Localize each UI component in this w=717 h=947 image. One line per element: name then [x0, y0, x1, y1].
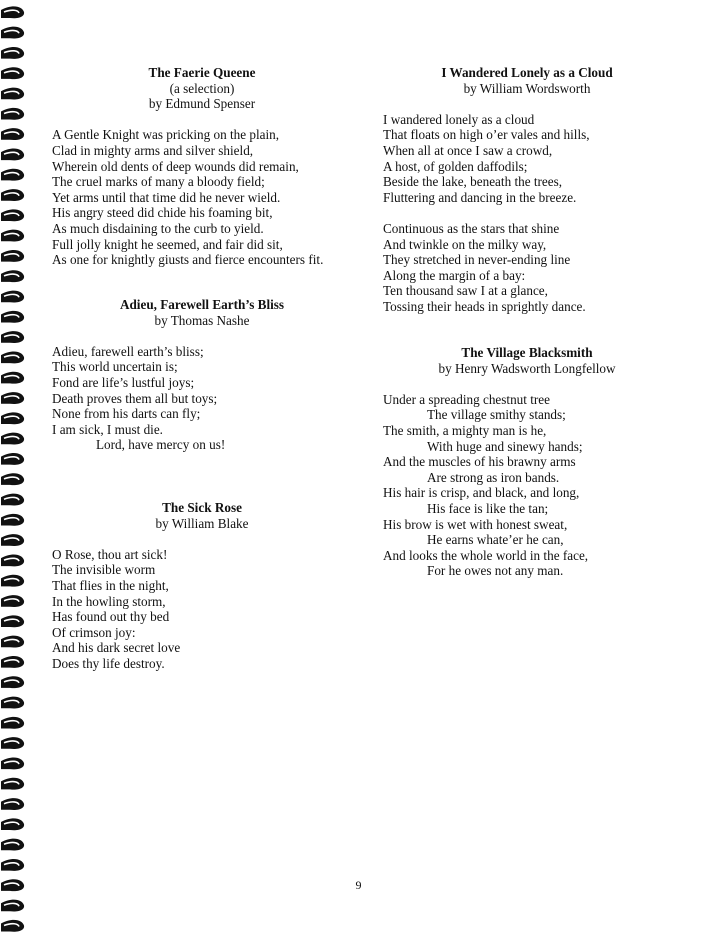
poem-line: Under a spreading chestnut tree	[383, 391, 550, 407]
poem-title: Adieu, Farewell Earth’s Bliss	[119, 297, 285, 312]
poem-sick-rose	[52, 500, 352, 672]
poem-line: His brow is wet with honest sweat,	[383, 516, 568, 532]
poem-lines	[52, 127, 352, 267]
poem-title: The Village Blacksmith	[461, 345, 593, 360]
poem-line: They stretched in never-ending line	[383, 252, 571, 268]
poem-line: Does thy life destroy.	[52, 655, 165, 671]
poem-line: I wandered lonely as a cloud	[383, 111, 535, 127]
poem-line: The smith, a mighty man is he,	[383, 422, 547, 438]
poem-line: With huge and sinewy hands;	[427, 438, 583, 454]
spiral-binding-icon	[0, 0, 30, 947]
poem-line: And twinkle on the milky way,	[383, 236, 547, 252]
poem-faerie-queene	[52, 65, 352, 268]
poem-title: The Faerie Queene	[148, 65, 256, 80]
poem-line: Ten thousand saw I at a glance,	[383, 283, 548, 299]
poem-line: A Gentle Knight was pricking on the plain,	[52, 127, 280, 143]
poem-line: As much disdaining to the curb to yield.	[52, 220, 264, 236]
poem-lines	[383, 392, 663, 579]
page-number: 9	[355, 878, 362, 892]
poem-line: His angry steed did chide his foaming bit,	[52, 205, 273, 221]
poem-line: When all at once I saw a crowd,	[383, 142, 553, 158]
poem-heading	[52, 65, 352, 112]
poem-line: Beside the lake, beneath the trees,	[383, 174, 563, 190]
poem-line: Along the margin of a bay:	[383, 267, 526, 283]
poem-line: The village smithy stands;	[427, 407, 566, 423]
poem-line: Continuous as the stars that shine	[383, 220, 560, 236]
poem-lines	[52, 547, 352, 672]
poem-line: Clad in mighty arms and silver shield,	[52, 142, 254, 158]
poem-line: For he owes not any man.	[427, 563, 564, 579]
poem-line: Of crimson joy:	[52, 624, 136, 640]
poem-line: I am sick, I must die.	[52, 421, 163, 437]
poem-heading	[52, 500, 352, 531]
poem-line: Tossing their heads in sprightly dance.	[383, 298, 586, 314]
poem-line: Yet arms until that time did he never wield.	[52, 189, 281, 205]
poem-title: The Sick Rose	[162, 500, 242, 515]
poem-line: And looks the whole world in the face,	[383, 547, 589, 563]
poem-line: As one for knightly giusts and fierce encounters fit.	[52, 252, 324, 268]
poem-line: Lord, have mercy on us!	[96, 437, 226, 453]
poem-line: Fond are life’s lustful joys;	[52, 374, 195, 390]
poem-line: The cruel marks of many a bloody field;	[52, 174, 265, 190]
poem-line: Are strong as iron bands.	[427, 469, 560, 485]
poem-line: None from his darts can fly;	[52, 406, 201, 422]
poem-author: by William Wordsworth	[463, 80, 591, 96]
poem-wandered-lonely	[383, 65, 663, 315]
poem-line: Adieu, farewell earth’s bliss;	[52, 343, 204, 359]
poem-line: Wherein old dents of deep wounds did remain,	[52, 158, 299, 174]
poem-title: I Wandered Lonely as a Cloud	[441, 65, 613, 80]
poem-line: The invisible worm	[52, 562, 156, 578]
poem-heading	[52, 297, 352, 328]
poem-adieu-farewell	[52, 297, 352, 453]
poem-line: His hair is crisp, and black, and long,	[383, 485, 580, 501]
poem-line: Has found out thy bed	[52, 609, 170, 625]
poem-stanza-2	[383, 221, 663, 315]
poem-author: by Edmund Spenser	[148, 96, 256, 112]
poem-line: Death proves them all but toys;	[52, 390, 218, 406]
poem-line: Fluttering and dancing in the breeze.	[383, 189, 577, 205]
poem-author: by Henry Wadsworth Longfellow	[438, 360, 616, 376]
poem-line: He earns whate’er he can,	[427, 532, 564, 548]
poem-heading	[383, 345, 671, 376]
poem-heading	[383, 65, 671, 96]
poem-author: by Thomas Nashe	[154, 312, 250, 328]
poem-lines	[52, 344, 352, 453]
poem-stanza-1	[383, 112, 663, 206]
poem-line: His face is like the tan;	[427, 500, 549, 516]
poem-author: by William Blake	[155, 515, 249, 531]
poem-village-blacksmith	[383, 345, 663, 579]
poem-line: This world uncertain is;	[52, 359, 178, 375]
poem-line: And the muscles of his brawny arms	[383, 454, 576, 470]
poem-subtitle: (a selection)	[169, 80, 235, 96]
poem-line: That flies in the night,	[52, 577, 169, 593]
poem-line: And his dark secret love	[52, 640, 181, 656]
poem-line: Full jolly knight he seemed, and fair did sit,	[52, 236, 283, 252]
poem-line: A host, of golden daffodils;	[383, 158, 528, 174]
poem-line: In the howling storm,	[52, 593, 166, 609]
poem-line: That floats on high o’er vales and hills,	[383, 127, 590, 143]
poem-line: O Rose, thou art sick!	[52, 546, 168, 562]
